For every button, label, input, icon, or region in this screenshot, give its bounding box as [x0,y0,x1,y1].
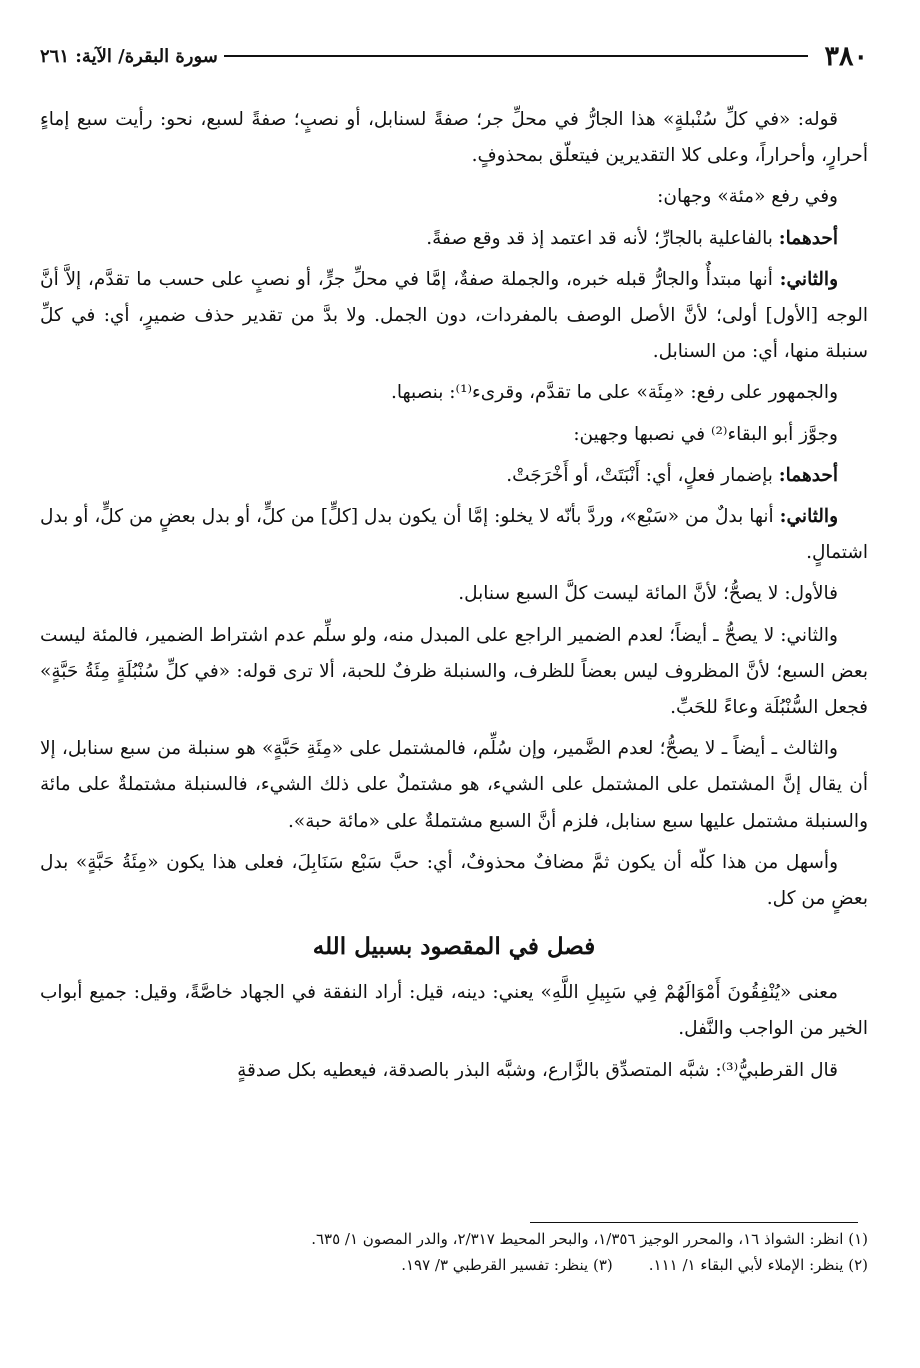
paragraph: والثاني: لا يصحُّ ـ أيضاً؛ لعدم الضمير الراجع على المبدل منه، ولو سلِّم عدم اشتراط الضمير، فالمئة ليست بعض السبع؛ لأنَّ المظروف ليس بعضاً للظرف، والسنبلة ظرفٌ للحبة، ألا ترى قوله: «في كلِّ سُنْبُلَةٍ مِئَةُ حَبَّةٍ» فجعل السُّنْبُلَة وعاءً للحَبِّ. [40,624,868,719]
paragraph-lead: أحدهما: [778,227,838,249]
paragraph: وجوَّز أبو البقاء⁽²⁾ في نصبها وجهين: [573,423,838,445]
paragraph: معنى «يُنْفِقُونَ أَمْوَالَهُمْ فِي سَبِيلِ اللَّهِ» يعني: دينه، قيل: أراد النفقة في الجهاد خاصَّةً، وقيل: جميع أبواب الخير من الواجب والنَّفل. [40,982,868,1040]
paragraph: قال القرطبيُّ⁽³⁾: شبَّه المتصدِّق بالزَّارع، وشبَّه البذر بالصدقة، فيعطيه بكل صدقةٍ [237,1059,838,1081]
paragraph: والثاني: أنها مبتدأٌ والجارُّ قبله خبره، والجملة صفةٌ، إمَّا في محلِّ جرٍّ، أو نصبٍ على حسب ما تقدَّم، إلاَّ أنَّ الوجه [الأول] أولى؛ لأنَّ الأصل الوصف بالمفردات، دون الجمل. ولا بدَّ من تقدير حذف ضميرٍ، أي: في كلِّ سنبلة منها، أي: من السنابل. [40,268,868,363]
paragraph: قوله: «في كلِّ سُنْبلةٍ» هذا الجارُّ في محلِّ جر؛ صفةً لسنابل، أو نصبٍ؛ صفةً لسبع، نحو: رأيت سبع إماءٍ أحرارٍ، وأحراراً، وعلى كلا التقديرين فيتعلّق بمحذوفٍ. [40,109,868,167]
footnote-3: (٣) ينظر: تفسير القرطبي ٣/ ١٩٧. [401,1256,613,1274]
paragraph: أحدهما: بالفاعلية بالجارِّ؛ لأنه قد اعتمد إذ قد وقع صفةً. [426,227,838,249]
paragraph: أحدهما: بإضمار فعلٍ، أي: أَنْبَتَتْ، أو أَخْرَجَتْ. [506,464,838,486]
surah-reference: سورة البقرة/ الآية: ٢٦١ [40,45,218,67]
paragraph-lead: والثاني: [779,506,838,528]
footnote-divider [530,1222,858,1223]
paragraph-lead: أحدهما: [778,464,838,486]
page-header [40,38,868,74]
paragraph-lead: والثاني: [779,268,838,290]
footnotes [110,1226,868,1278]
footnote-2: (٢) ينظر: الإملاء لأبي البقاء ١/ ١١١. [648,1256,868,1274]
paragraph: وفي رفع «مئة» وجهان: [657,186,838,208]
paragraph: والثاني: أنها بدلٌ من «سَبْع»، وردَّ بأنّه لا يخلو: إمَّا أن يكون بدل [كلٍّ] من كلٍّ، أو بدل بعضٍ من كلٍّ، أو بدل اشتمالٍ. [40,506,868,564]
footnote-row [110,1252,868,1278]
paragraph: والجمهور على رفع: «مِئَة» على ما تقدَّم، وقرىء⁽¹⁾: بنصبها. [391,382,838,404]
main-text [40,102,868,1089]
footnote-1: (١) انظر: الشواذ ١٦، والمحرر الوجيز ١/٣٥٦، والبحر المحيط ٢/٣١٧، والدر المصون ١/ ٦٣٥. [311,1230,868,1248]
page-number: ٣٨٠ [824,40,868,72]
header-rule [224,55,809,57]
section-heading: فصل في المقصود بسبيل الله [312,933,596,961]
paragraph: والثالث ـ أيضاً ـ لا يصحُّ؛ لعدم الضَّمير، وإن سُلِّم، فالمشتمل على «مِئَةِ حَبَّةٍ» هو سنبلة من سبع سنابل، إلا أن يقال إنَّ المشتمل على المشتمل على الشيء، هو مشتملٌ على ذلك الشيء، فالسنبلة مشتملةٌ على مائة والسنبلة مشتمل عليها سبع سنابل، فلزم أنَّ السبع مشتملةٌ على «مائة حبة». [40,738,868,832]
paragraph: وأسهل من هذا كلّه أن يكون ثمَّ مضافٌ محذوفٌ، أي: حبَّ سَبْع سَنَابِلَ، فعلى هذا يكون «مِئَةُ حَبَّةٍ» بدل بعضٍ من كل. [40,851,868,910]
paragraph: فالأول: لا يصحُّ؛ لأنَّ المائة ليست كلَّ السبع سنابل. [458,583,838,605]
